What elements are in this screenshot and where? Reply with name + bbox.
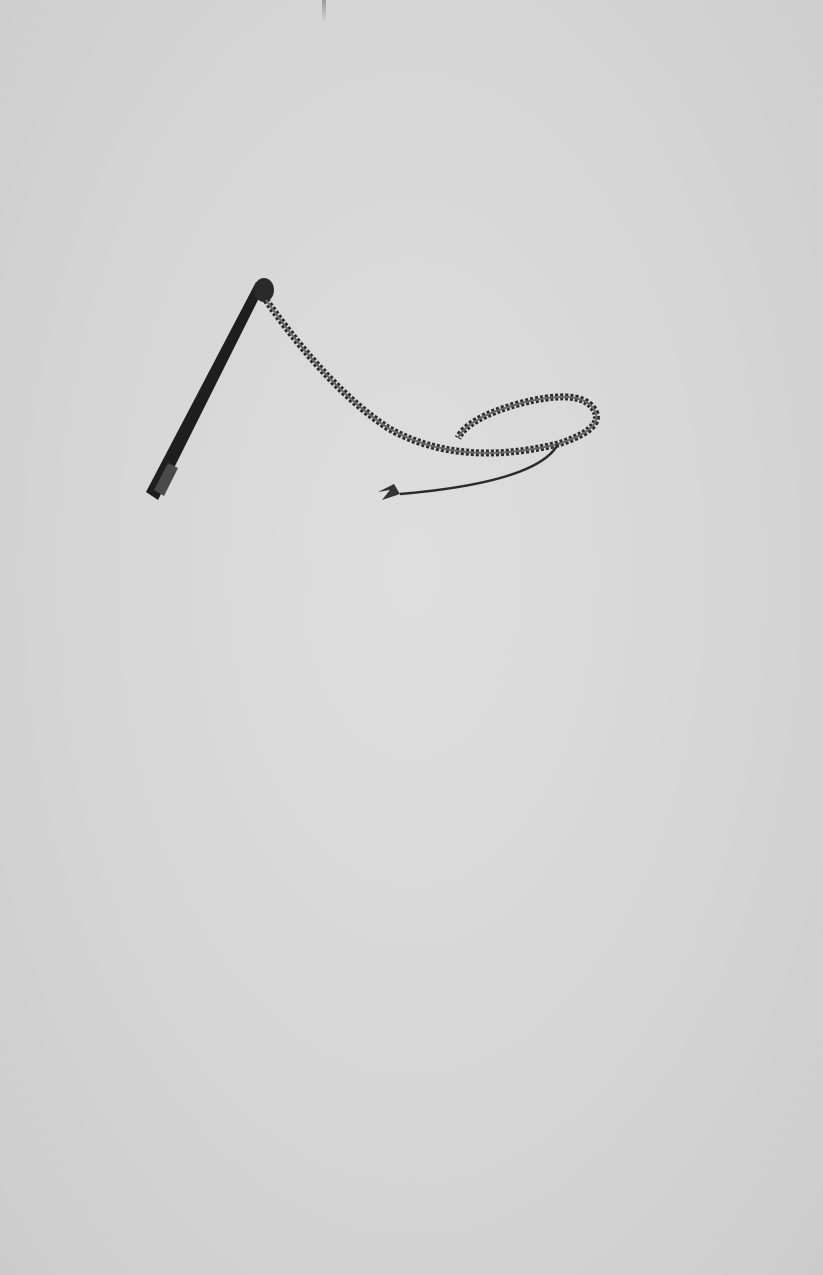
scan-artifact — [322, 0, 326, 22]
whip-illustration — [138, 268, 608, 548]
